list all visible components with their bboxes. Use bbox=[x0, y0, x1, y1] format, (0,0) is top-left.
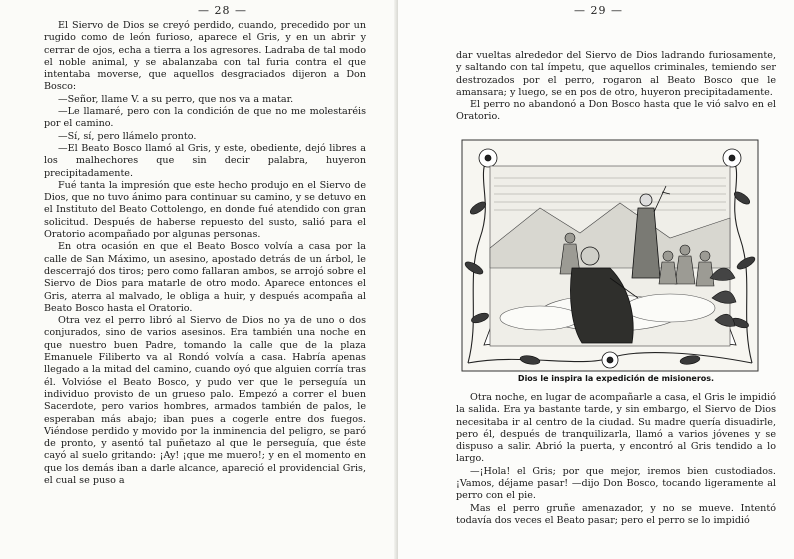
illustration-caption: Dios le inspira la expedición de misioneros. bbox=[517, 374, 715, 383]
dialogue-line: —Le llamaré, pero con la condición de que no me molestaréis por el camino. bbox=[44, 106, 366, 130]
paragraph: dar vueltas alrededor del Siervo de Dios ladrando furiosamente, y saltando con tal ímpetu, que aquellos criminales, temiendo ser destrozados por el perro, rogaron al Beato Bosco que le amansara; y luego, se en pos de otro, huyeron precipitadamente. bbox=[456, 50, 776, 98]
engraving-illustration bbox=[460, 138, 760, 373]
dialogue-line: —Sí, sí, pero llámelo pronto. bbox=[58, 130, 197, 142]
right-page bbox=[398, 0, 794, 559]
page-number: — 28 — bbox=[198, 4, 247, 17]
paragraph: En otra ocasión en que el Beato Bosco volvía a casa por la calle de San Máximo, un asesino, apostado detrás de un árbol, le descerrajó dos tiros; pero como fallaran ambos, se arrojó sobre el Siervo de Dios para matarle de otro modo. Aparece entonces el Gris, aterra al malvado, le obliga a huir, y después acompaña al Beato Bosco hasta el Oratorio. bbox=[44, 241, 366, 314]
left-page-text bbox=[44, 20, 366, 487]
right-page-text-bottom bbox=[456, 392, 776, 527]
paragraph: —El Beato Bosco llamó al Gris, y este, obediente, dejó libres a los malhechores que sin decir palabra, huyeron precipitadamente. bbox=[44, 142, 366, 179]
paragraph: Otra vez el perro libró al Siervo de Dios no ya de uno o dos conjurados, sino de varios asesinos. Era también una noche en que nuestro buen Padre, tomando la calle que de la plaza Emanuele Filiberto va al Rondó volvía a casa. Habría apenas llegado a la mitad del camino, cuando oyó que alguien corría tras él. Volvióse el Beato Bosco, y pudo ver que le perseguía un individuo provisto de un grueso palo. Empezó a correr el buen Sacerdote, pero varios hombres, armados también de palos, le esperaban más abajo; iban pues a cogerle entre dos fuegos. Viéndose perdido y movido por la inminencia del peligro, se paró de pronto, y asentó tal puñetazo al que le perseguía, que éste cayó al suelo gritando: ¡Ay! ¡que me muero!; y en el momento en que los demás iban a darle alcance, apareció el providencial Gris, el cual se puso a bbox=[44, 315, 366, 486]
paragraph: El perro no abandonó a Don Bosco hasta que le vió salvo en el Oratorio. bbox=[456, 99, 776, 123]
page-number: — 29 — bbox=[574, 4, 623, 17]
paragraph: El Siervo de Dios se creyó perdido, cuando, precedido por un rugido como de león furioso, aparece el Gris, y en un abrir y cerrar de ojos, echa a tierra a los agresores. Ladraba de tal modo el noble animal, y se abalanzaba con tal furia contra el que intentaba moverse, que aquellos desgraciados dijeron a Don Bosco: bbox=[44, 20, 366, 93]
right-page-text-top bbox=[456, 50, 776, 124]
dialogue-line: —¡Hola! el Gris; por que mejor, iremos bien custodiados. ¡Vamos, déjame pasar! —dijo Don Bosco, tocando ligeramente al perro con el pie. bbox=[456, 465, 776, 502]
paragraph: Fué tanta la impresión que este hecho produjo en el Siervo de Dios, que no tuvo ánimo para continuar su camino, y se detuvo en el Instituto del Beato Cottolengo, en donde fué atendido con gran solicitud. Después de haberse repuesto del susto, salió para el Oratorio acompañado por algunas personas. bbox=[44, 179, 366, 241]
paragraph: Mas el perro gruñe amenazador, y no se mueve. Intentó todavía dos veces el Beato pasar; pero el perro se lo impidió bbox=[456, 502, 776, 526]
dialogue-line: —Señor, llame V. a su perro, que nos va a matar. bbox=[58, 93, 294, 105]
paragraph: Otra noche, en lugar de acompañarle a casa, el Gris le impidió la salida. Era ya bastante tarde, y sin embargo, el Siervo de Dios necesitaba ir al centro de la ciudad. Su madre quería disuadirle, pero él, después de tranquilizarla, llamó a varios jóvenes y se dispuso a salir. Abrió la puerta, y encontró al Gris tendido a lo largo. bbox=[456, 392, 776, 465]
